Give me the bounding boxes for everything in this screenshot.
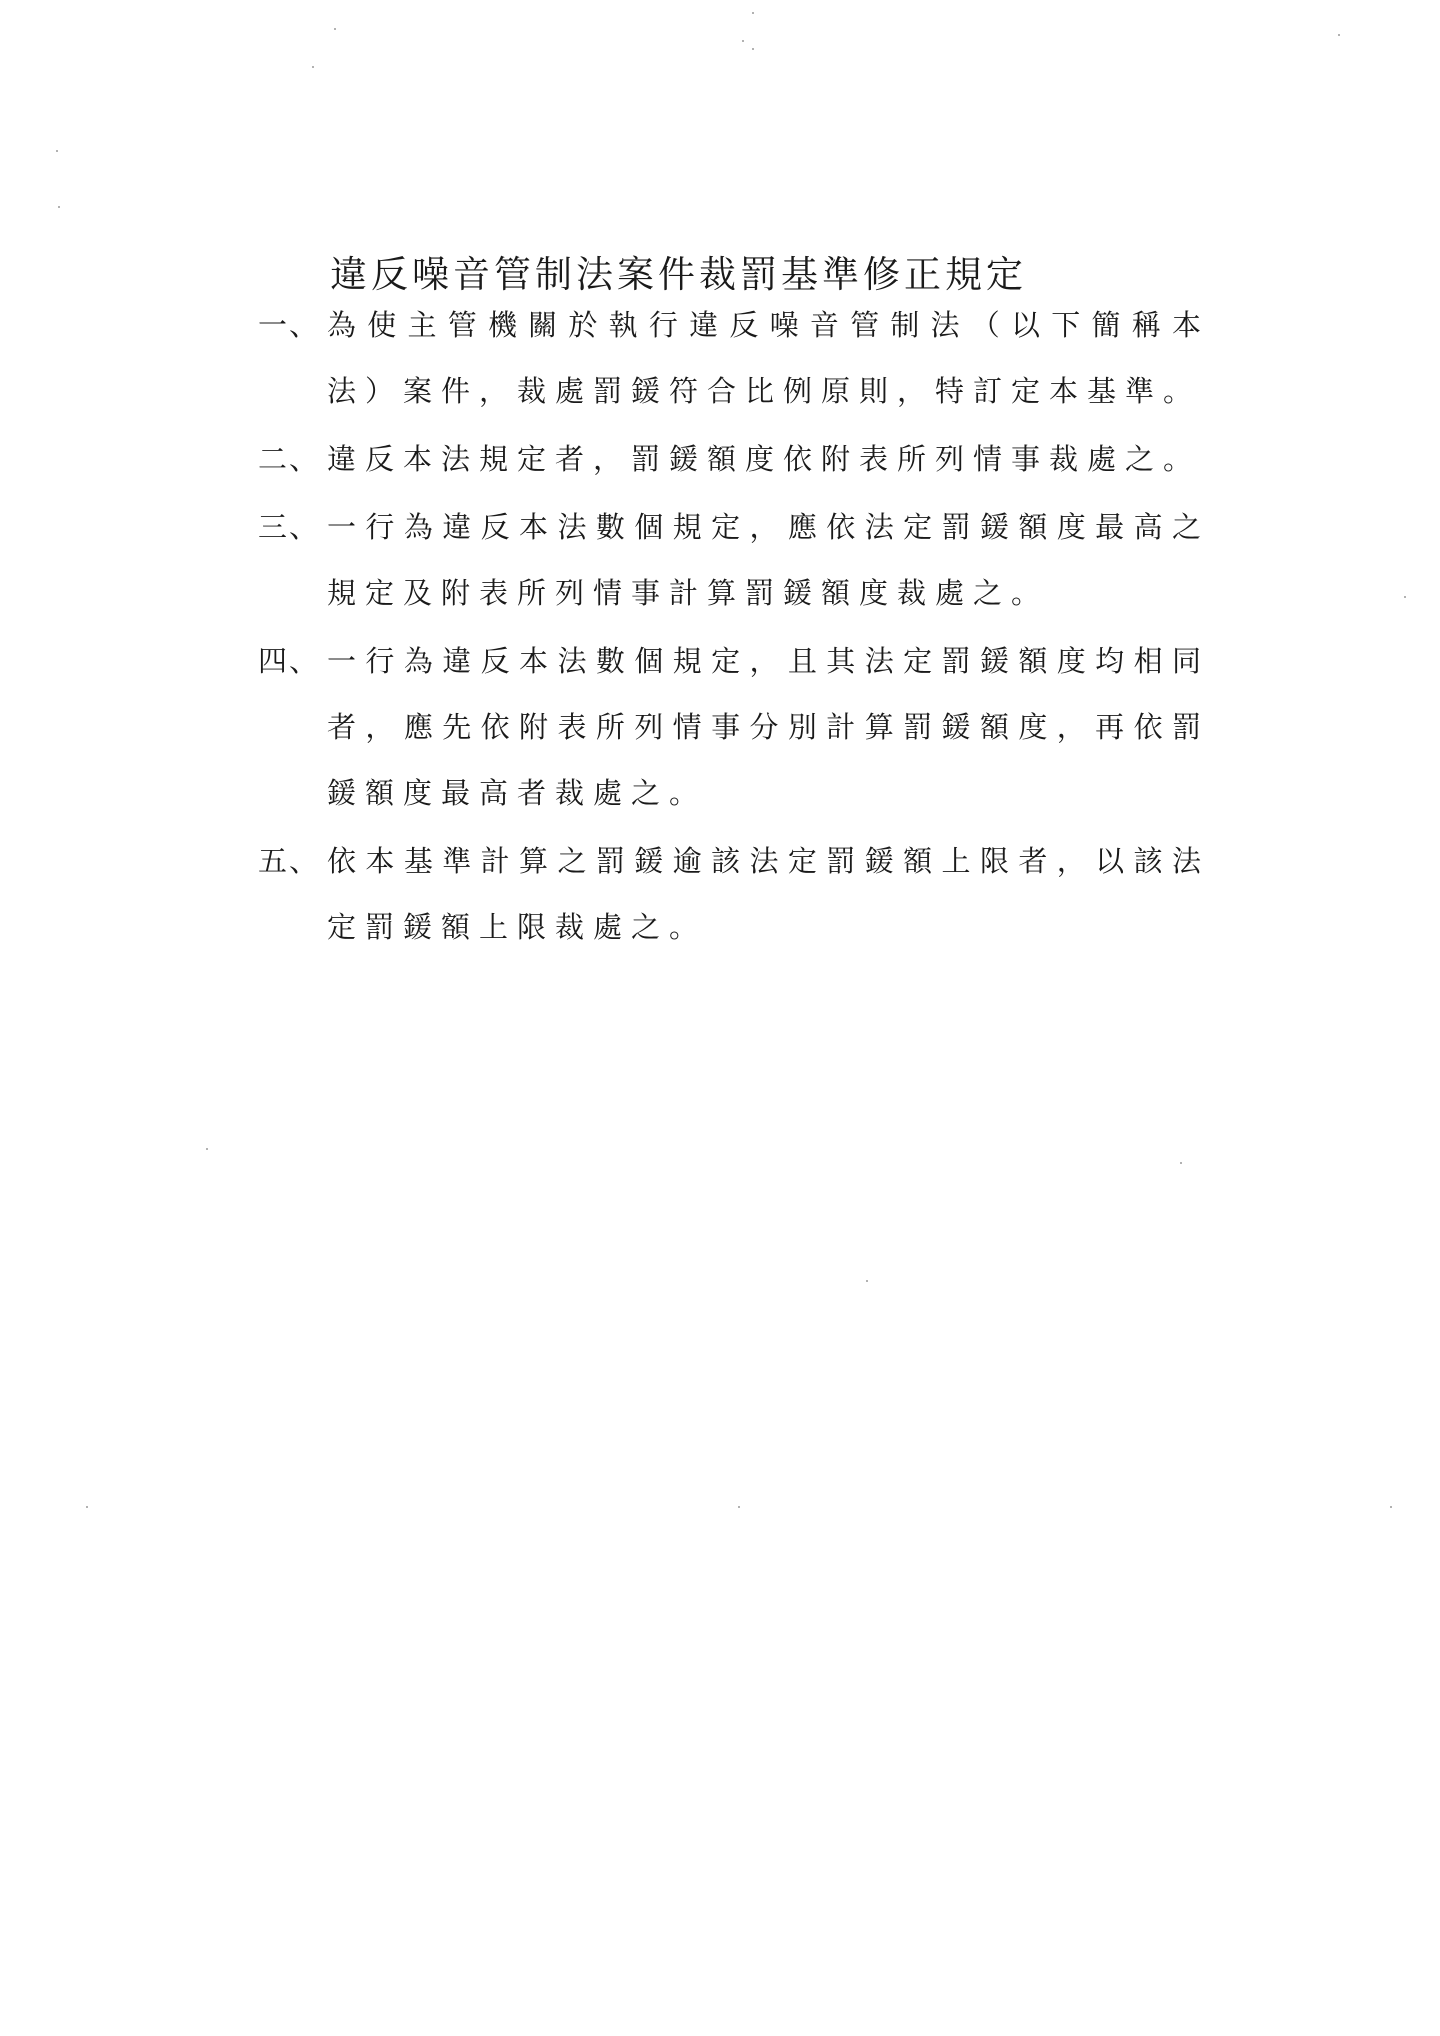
scan-speck — [866, 1280, 868, 1282]
article-number: 五、 — [258, 844, 321, 878]
scan-speck — [1390, 1506, 1392, 1508]
article-number: 四、 — [258, 644, 321, 678]
article-number: 一、 — [258, 308, 321, 342]
scan-speck — [738, 1506, 740, 1508]
article-number: 二、 — [258, 442, 321, 476]
article-item — [258, 292, 1210, 424]
document-title: 違反噪音管制法案件裁罰基準修正規定 — [330, 252, 1027, 296]
article-text: 依本基準計算之罰鍰逾該法定罰鍰額上限者，以該法定罰鍰額上限裁處之。 — [327, 844, 1210, 944]
scan-speck — [206, 1148, 208, 1150]
scan-speck — [752, 48, 754, 50]
article-text: 一行為違反本法數個規定，應依法定罰鍰額度最高之規定及附表所列情事計算罰鍰額度裁處之。 — [327, 510, 1210, 610]
scan-speck — [752, 12, 754, 14]
article-text: 違反本法規定者，罰鍰額度依附表所列情事裁處之。 — [327, 442, 1202, 476]
scan-speck — [1338, 34, 1340, 36]
scan-speck — [58, 206, 60, 208]
article-list — [258, 292, 1210, 960]
scan-speck — [334, 28, 336, 30]
article-item — [258, 628, 1210, 826]
article-item — [258, 828, 1210, 960]
article-text: 一行為違反本法數個規定，且其法定罰鍰額度均相同者，應先依附表所列情事分別計算罰鍰額度，再依罰鍰額度最高者裁處之。 — [327, 644, 1210, 810]
scan-speck — [56, 150, 58, 152]
scan-speck — [86, 1506, 88, 1508]
article-text: 為使主管機關於執行違反噪音管制法（以下簡稱本法）案件，裁處罰鍰符合比例原則，特訂定本基準。 — [327, 308, 1210, 408]
article-item — [258, 494, 1210, 626]
scan-speck — [742, 40, 744, 42]
scan-speck — [312, 66, 314, 68]
article-item — [258, 426, 1210, 492]
scan-speck — [1180, 1162, 1182, 1164]
scan-speck — [1404, 596, 1406, 598]
article-number: 三、 — [258, 510, 321, 544]
